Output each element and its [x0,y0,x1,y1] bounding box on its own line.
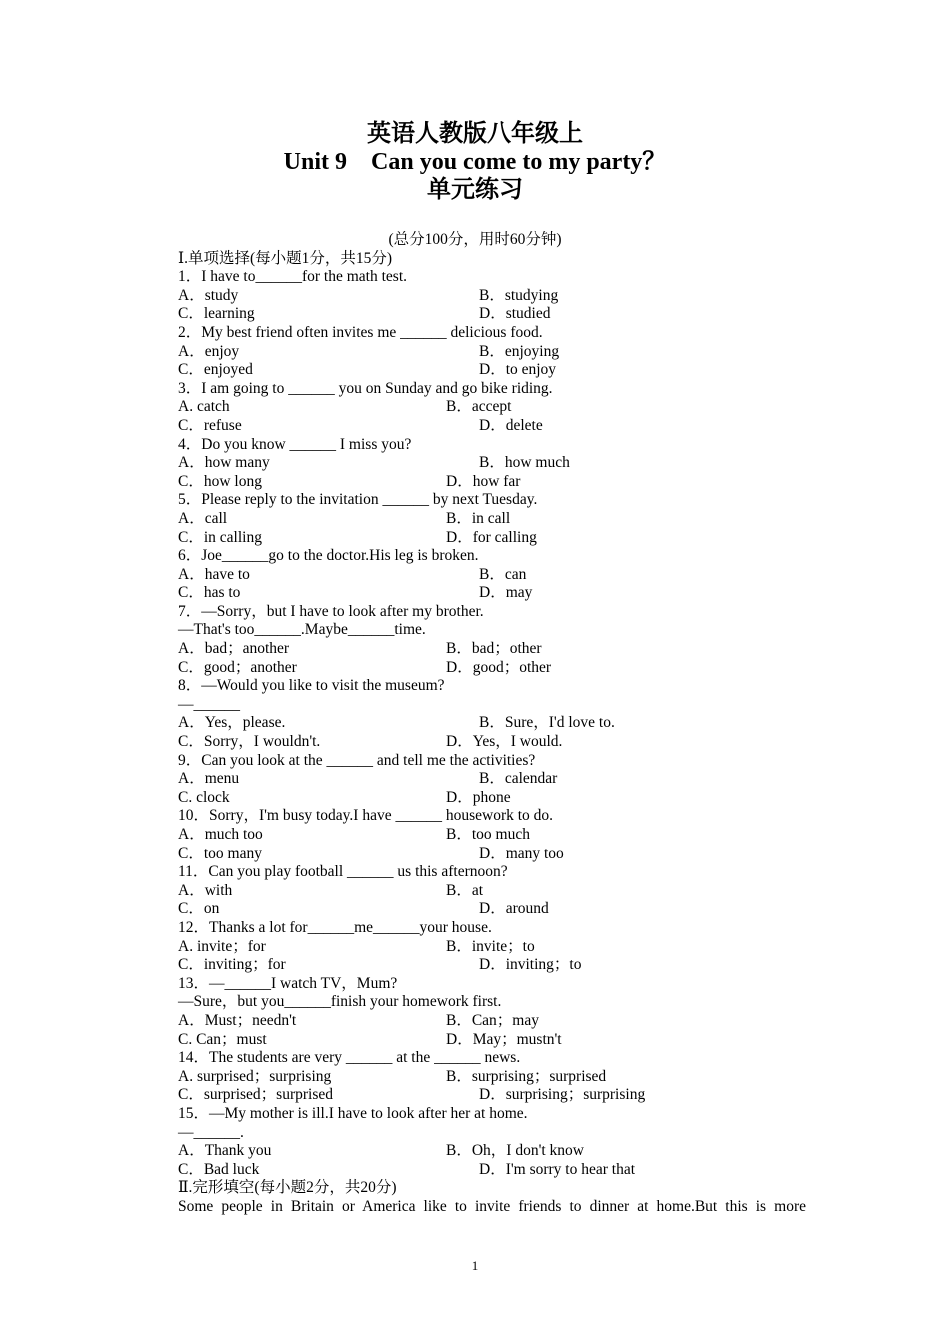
question-stem: 14．The students are very ______ at the ______ news. [178,1049,521,1067]
option-d: D．May；mustn't [446,1030,562,1048]
option-d: D．around [479,900,549,918]
question-item [178,436,808,492]
option-d: D．for calling [446,528,537,546]
section-1-heading: Ⅰ.单项选择(每小题1分，共15分) [178,249,393,267]
option-row [178,361,808,380]
score-time-info: (总分100分，用时60分钟) [388,231,562,248]
option-row [178,1086,808,1105]
option-a: A．with [178,881,233,899]
option-row [178,398,808,417]
option-a: A．Yes，please. [178,714,286,732]
option-row [178,417,808,436]
option-b: B．invite；to [446,937,535,955]
option-d: D．delete [479,416,543,434]
option-d: D．to enjoy [479,361,557,379]
option-c: C．refuse [178,416,242,434]
option-row [178,640,808,659]
question-item [178,863,808,919]
option-b: B．how much [479,454,570,472]
option-b: B．can [479,565,527,583]
page-number: 1 [471,1258,479,1273]
document-body [178,231,808,1216]
option-row [178,287,808,306]
option-row [178,1031,808,1050]
section-2-heading: Ⅱ.完形填空(每小题2分，共20分) [178,1179,397,1197]
question-dialogue-line: —That's too______.Maybe______time. [178,621,426,639]
option-a: A．have to [178,565,250,583]
option-a: A．bad；another [178,640,290,658]
question-stem: 3．I am going to ______ you on Sunday and go bike riding. [178,379,553,397]
option-row [178,584,808,603]
option-a: A．much too [178,826,263,843]
option-b: B．Sure，I'd love to. [479,714,615,732]
option-d: D．I'm sorry to hear that [479,1160,636,1178]
option-a: A. catch [178,398,230,416]
option-row [178,826,808,845]
question-item [178,268,808,324]
option-row [178,659,808,678]
option-row [178,770,808,789]
cloze-passage: Some people in Britain or America like to invite friends to dinner at home.But this is more [178,1197,806,1215]
option-a: A. invite；for [178,937,266,955]
option-row [178,510,808,529]
option-c: C．too many [178,844,262,862]
question-stem: 4．Do you know ______ I miss you? [178,435,412,453]
option-b: B．at [446,881,484,899]
title-line-1: 英语人教版八年级上 [367,121,583,147]
question-item [178,324,808,380]
question-item [178,1049,808,1105]
question-dialogue-line: —Sure，but you______finish your homework first. [178,993,502,1011]
option-row [178,845,808,864]
option-b: B．bad；other [446,640,542,658]
option-c: C．Bad luck [178,1160,260,1178]
option-b: B．Can；may [446,1011,539,1029]
option-c: C．on [178,900,220,918]
option-row [178,305,808,324]
option-b: B．accept [446,398,512,416]
option-d: D．surprising；surprising [479,1086,646,1104]
option-row [178,566,808,585]
question-list [178,268,808,1179]
question-stem: 12．Thanks a lot for______me______your house. [178,918,492,936]
option-b: B．calendar [479,770,558,788]
question-item [178,752,808,808]
option-d: D．inviting；to [479,956,582,974]
question-stem: 6．Joe______go to the doctor.His leg is broken. [178,547,479,565]
question-stem: 15．—My mother is ill.I have to look after her at home. [178,1104,528,1122]
option-row [178,733,808,752]
option-a: A. surprised；surprising [178,1067,332,1085]
option-b: B．surprising；surprised [446,1067,607,1085]
option-d: D．studied [479,305,551,323]
option-row [178,1142,808,1161]
option-b: B．Oh，I don't know [446,1142,584,1160]
question-item [178,603,808,677]
option-a: A．Thank you [178,1142,272,1160]
question-item [178,1105,808,1179]
option-b: B．enjoying [479,342,560,360]
option-a: A．how many [178,454,270,472]
option-d: D．phone [446,788,511,806]
question-item [178,547,808,603]
option-c: C．learning [178,305,255,323]
question-stem: 1．I have to______for the math test. [178,268,408,286]
option-d: D．many too [479,844,564,862]
option-row [178,343,808,362]
question-stem: 2．My best friend often invites me ______ delicious food. [178,323,543,341]
option-c: C．in calling [178,528,262,546]
option-a: A．menu [178,770,240,788]
question-item [178,919,808,975]
question-item [178,807,808,863]
question-stem: 11．Can you play football ______ us this afternoon? [178,863,508,881]
question-dialogue-line: —______. [178,1123,244,1141]
option-b: B．too much [446,826,530,843]
option-a: A．Must；needn't [178,1011,297,1029]
option-c: C．surprised；surprised [178,1086,333,1104]
option-row [178,956,808,975]
option-row [178,473,808,492]
question-stem: 8．—Would you like to visit the museum? [178,677,445,695]
option-a: A．call [178,509,228,527]
question-item [178,491,808,547]
option-a: A．enjoy [178,342,240,360]
question-item [178,677,808,751]
option-b: B．in call [446,509,511,527]
option-d: D．Yes，I would. [446,733,563,751]
option-d: D．how far [446,472,521,490]
option-row [178,938,808,957]
option-d: D．may [479,584,533,602]
option-c: C．good；another [178,658,297,676]
option-c: C．Sorry，I wouldn't. [178,733,321,751]
option-row [178,900,808,919]
option-row [178,789,808,808]
document-title [0,120,950,204]
title-line-2: Unit 9 Can you come to my party？ [283,149,667,175]
option-a: A．study [178,286,239,304]
option-c: C．has to [178,584,241,602]
option-row [178,1068,808,1087]
option-c: C. Can；must [178,1030,267,1048]
question-stem: 7．—Sorry，but I have to look after my brother. [178,602,484,620]
option-c: C. clock [178,788,230,806]
option-row [178,714,808,733]
question-stem: 13．—______I watch TV，Mum? [178,974,398,992]
question-stem: 10．Sorry，I'm busy today.I have ______ housework to do. [178,807,554,825]
option-c: C．inviting；for [178,956,286,974]
option-b: B．studying [479,286,559,304]
option-row [178,529,808,548]
option-row [178,1161,808,1180]
option-row [178,882,808,901]
question-item [178,380,808,436]
option-row [178,454,808,473]
option-d: D．good；other [446,658,552,676]
question-stem: 9．Can you look at the ______ and tell me the activities? [178,751,536,769]
title-line-3: 单元练习 [427,177,523,203]
question-stem: 5．Please reply to the invitation ______ by next Tuesday. [178,491,538,509]
option-c: C．how long [178,472,262,490]
option-row [178,1012,808,1031]
option-c: C．enjoyed [178,361,253,379]
question-dialogue-line: —______ [178,695,240,713]
question-item [178,975,808,1049]
